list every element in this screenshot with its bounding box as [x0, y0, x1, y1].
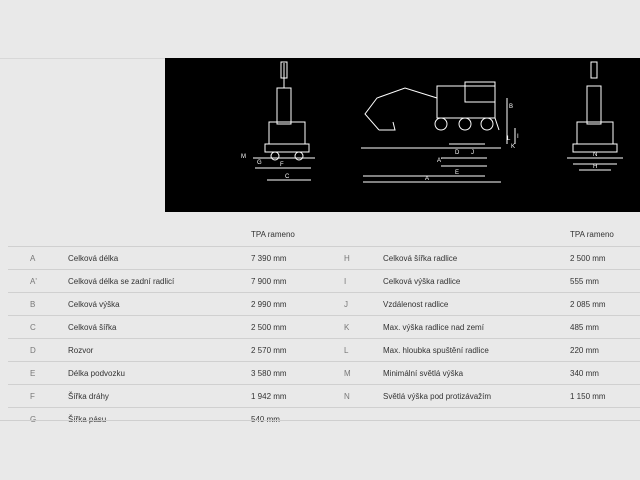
right-value: 2 085 mm: [570, 300, 606, 309]
left-label: Šířka dráhy: [68, 392, 109, 401]
right-letter: J: [344, 300, 348, 309]
table-row: [8, 315, 640, 338]
left-letter: A': [30, 277, 37, 286]
right-label: Max. hloubka spuštění radlice: [383, 346, 489, 355]
right-letter: M: [344, 369, 351, 378]
right-value: 555 mm: [570, 277, 599, 286]
right-value: 485 mm: [570, 323, 599, 332]
left-value: 3 580 mm: [251, 369, 287, 378]
left-label: Celková výška: [68, 300, 120, 309]
label-g: G: [257, 160, 262, 166]
left-label: Celková délka se zadní radlicí: [68, 277, 175, 286]
label-j: J: [471, 150, 474, 156]
left-label: Celková délka: [68, 254, 119, 263]
left-letter: C: [30, 323, 36, 332]
right-label: Vzdálenost radlice: [383, 300, 449, 309]
left-value: 2 500 mm: [251, 323, 287, 332]
left-letter: B: [30, 300, 36, 309]
left-value: 2 570 mm: [251, 346, 287, 355]
left-column-header: TPA rameno: [251, 230, 295, 239]
right-letter: L: [344, 346, 349, 355]
left-value: 1 942 mm: [251, 392, 287, 401]
left-letter: F: [30, 392, 35, 401]
top-band: [0, 0, 640, 58]
right-label: Celková výška radlice: [383, 277, 461, 286]
left-label: Rozvor: [68, 346, 94, 355]
left-label: Celková šířka: [68, 323, 117, 332]
right-letter: I: [344, 277, 347, 286]
right-column-header: TPA rameno: [570, 230, 614, 239]
right-label: Max. výška radlice nad zemí: [383, 323, 484, 332]
left-value: 7 900 mm: [251, 277, 287, 286]
left-letter: D: [30, 346, 36, 355]
right-letter: N: [344, 392, 350, 401]
table-row: [8, 407, 640, 430]
right-label: Minimální světlá výška: [383, 369, 464, 378]
right-label: Celková šířka radlice: [383, 254, 458, 263]
table-row: [8, 384, 640, 407]
table-row: [8, 338, 640, 361]
table-row: [8, 292, 640, 315]
left-value: 2 990 mm: [251, 300, 287, 309]
table-row: [8, 361, 640, 384]
right-value: 2 500 mm: [570, 254, 606, 263]
label-l: L: [507, 136, 511, 142]
label-f: F: [280, 162, 284, 168]
right-letter: K: [344, 323, 350, 332]
label-m: M: [241, 154, 246, 160]
label-c: C: [285, 174, 290, 180]
front-view-left: [253, 62, 315, 180]
label-b: B: [509, 104, 514, 110]
side-view: [361, 82, 515, 182]
dimension-diagram: [165, 58, 640, 212]
bottom-divider: [0, 420, 640, 421]
label-a: A: [425, 176, 430, 182]
label-i: I: [517, 134, 519, 140]
right-value: 220 mm: [570, 346, 599, 355]
right-value: 340 mm: [570, 369, 599, 378]
right-letter: H: [344, 254, 350, 263]
excavator-dimension-drawing: [165, 58, 640, 212]
right-value: 1 150 mm: [570, 392, 606, 401]
left-label: Délka podvozku: [68, 369, 125, 378]
left-letter: E: [30, 369, 36, 378]
label-e: E: [455, 170, 460, 176]
right-label: Světlá výška pod protizávažím: [383, 392, 492, 401]
left-value: 7 390 mm: [251, 254, 287, 263]
label-k: K: [511, 144, 516, 150]
table-row: [8, 269, 640, 292]
label-h: H: [593, 164, 598, 170]
left-letter: A: [30, 254, 36, 263]
label-a-prime: A': [437, 158, 443, 164]
table-row: [8, 246, 640, 269]
label-d: D: [455, 150, 460, 156]
label-n: N: [593, 152, 598, 158]
